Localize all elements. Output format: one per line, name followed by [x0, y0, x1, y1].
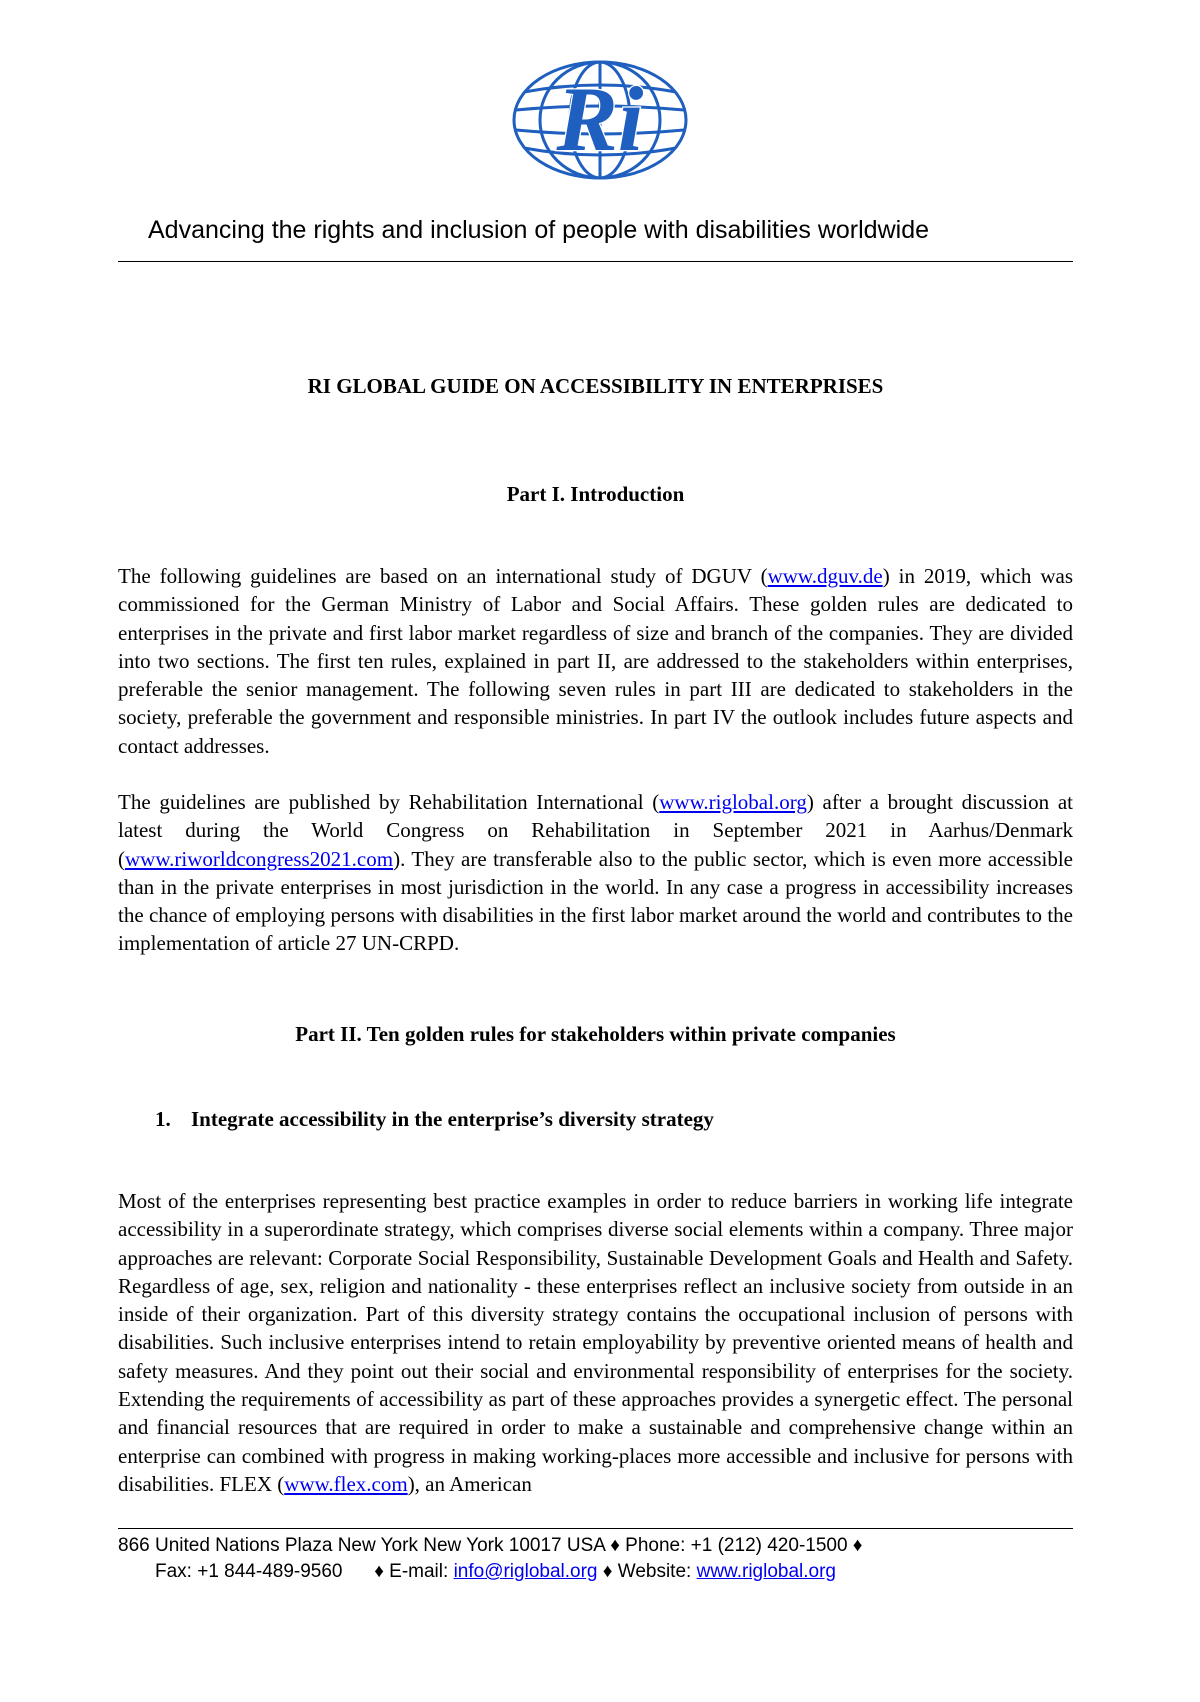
rule-1-title: Integrate accessibility in the enterprise’s diversity strategy	[191, 1107, 714, 1131]
footer-address: 866 United Nations Plaza New York New York 10017 USA ♦ Phone: +1 (212) 420-1500 ♦	[118, 1535, 863, 1556]
para1-text-a: The following guidelines are based on an international study of DGUV (	[118, 564, 768, 588]
document-title: RI GLOBAL GUIDE ON ACCESSIBILITY IN ENTERPRISES	[307, 374, 884, 398]
dguv-link[interactable]: www.dguv.de	[767, 564, 883, 588]
part1-heading: Part I. Introduction	[506, 482, 685, 506]
logo-letters: Ri	[556, 68, 644, 170]
footer-divider	[118, 1528, 1073, 1529]
para2-text-c: ). They are transferable also to the public sector, which is even more accessible than in the private enterprises in most jurisdiction in the world. In any case a progress in accessibility increases the chance of employing persons with disabilities in the first labor market around the world and contributes to the implementation of article 27 UN-CRPD.	[118, 846, 1073, 956]
para2-text-a: The guidelines are published by Rehabilitation International (	[118, 790, 660, 814]
rule-1-paragraph	[118, 1187, 1073, 1498]
intro-paragraph-2	[118, 788, 1073, 958]
page-footer	[118, 1533, 1073, 1585]
para2-text-b: ) after a brought discussion at latest during the World Congress on Rehabilitation in September 2021 in Aarhus/Denmark (	[118, 790, 1073, 871]
congress-link[interactable]: www.riworldcongress2021.com	[125, 846, 394, 871]
ri-globe-logo	[510, 58, 690, 182]
part2-heading: Part II. Ten golden rules for stakeholders within private companies	[295, 1022, 896, 1046]
header-divider	[118, 261, 1073, 262]
para3-text-b: ), an American	[407, 1471, 532, 1496]
footer-website-label: ♦ Website:	[602, 1561, 692, 1582]
flex-link[interactable]: www.flex.com	[284, 1471, 408, 1496]
footer-email-label: ♦ E-mail:	[374, 1561, 449, 1582]
riglobal-link[interactable]: www.riglobal.org	[659, 790, 807, 814]
intro-paragraph-1	[118, 562, 1073, 760]
rule-1-number: 1.	[155, 1107, 171, 1131]
footer-contact-line	[118, 1559, 1073, 1585]
footer-email-link[interactable]: info@riglobal.org	[453, 1561, 598, 1582]
organization-tagline: Advancing the rights and inclusion of people with disabilities worldwide	[148, 216, 930, 244]
footer-fax: Fax: +1 844-489-9560	[155, 1561, 343, 1582]
rule-1-heading	[155, 1105, 1055, 1133]
para3-text-a: Most of the enterprises representing best practice examples in order to reduce barriers in working life integrate accessibility in a superordinate strategy, which comprises diverse social elements within a company. Three major approaches are relevant: Corporate Social Responsibility, Sustainable Development Goals and Health and Safety. Regardless of age, sex, religion and nationality - these enterprises reflect an inclusive society from outside in an inside of their organization. Part of this diversity strategy contains the occupational inclusion of persons with disabilities. Such inclusive enterprises intend to retain employability by preventive oriented means of health and safety measures. And they point out their social and environmental responsibility of enterprises for the society. Extending the requirements of accessibility as part of these approaches provides a synergetic effect. The personal and financial resources that are required in order to make a sustainable and comprehensive change within an enterprise can combined with progress in making working-places more accessible and inclusive for persons with disabilities. FLEX (	[118, 1189, 1073, 1496]
footer-website-link[interactable]: www.riglobal.org	[696, 1561, 836, 1582]
para1-text-b: ) in 2019, which was commissioned for the German Ministry of Labor and Social Affairs. These golden rules are dedicated to enterprises in the private and first labor market regardless of size and branch of the companies. They are divided into two sections. The first ten rules, explained in part II, are addressed to the stakeholders within enterprises, preferable the senior management. The following seven rules in part III are dedicated to stakeholders in the society, preferable the government and responsible ministries. In part IV the outlook includes future aspects and contact addresses.	[118, 564, 1073, 758]
